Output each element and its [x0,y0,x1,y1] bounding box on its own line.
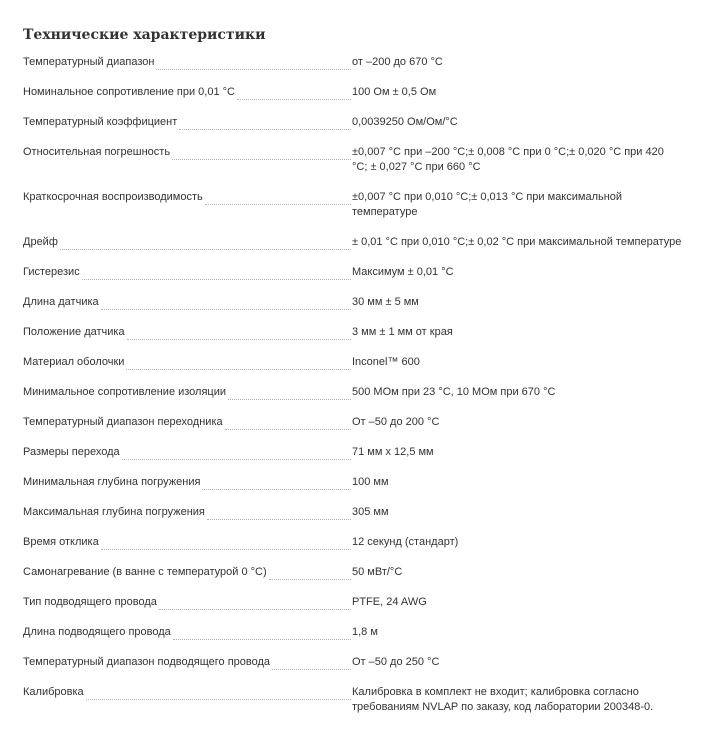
spec-label-cell [23,355,351,370]
spec-label: Время отклика [23,536,99,548]
spec-label-cell [23,685,351,700]
spec-label-cell [23,565,351,580]
spec-value: 12 секунд (стандарт) [352,536,459,548]
spec-row [23,655,682,670]
dot-leader [122,448,351,460]
spec-label: Длина подводящего провода [23,626,171,638]
spec-row [23,595,682,610]
spec-value: От –50 до 200 °C [352,416,440,428]
dot-leader [228,388,351,400]
spec-label-cell [23,505,351,520]
spec-label-cell [23,445,351,460]
spec-value: Inconel™ 600 [352,356,420,368]
dot-leader [272,658,351,670]
spec-row [23,475,682,490]
spec-value: от –200 до 670 °C [352,56,443,68]
dot-leader [205,193,351,205]
spec-value: 1,8 м [352,626,378,638]
spec-label: Дрейф [23,236,58,248]
dot-leader [172,148,351,160]
spec-row [23,355,682,370]
spec-row [23,85,682,100]
spec-label-cell [23,625,351,640]
spec-value: Калибровка в комплект не входит; калибровка согласно требованиям NVLAP по заказу, код лаборатории 200348-0. [352,686,654,713]
spec-label-cell [23,85,351,100]
spec-label-cell [23,55,351,70]
spec-label: Максимальная глубина погружения [23,506,205,518]
dot-leader [207,508,351,520]
spec-row [23,685,682,715]
dot-leader [156,58,351,70]
spec-row [23,415,682,430]
spec-label-cell [23,145,351,160]
spec-value: 0,0039250 Ом/Ом/°C [352,116,458,128]
spec-row [23,535,682,550]
spec-label: Гистерезис [23,266,80,278]
dot-leader [101,538,351,550]
spec-row [23,385,682,400]
spec-label-cell [23,190,351,205]
section-title: Технические характеристики [23,27,266,43]
spec-label: Положение датчика [23,326,125,338]
dot-leader [159,598,351,610]
dot-leader [86,688,351,700]
spec-value: От –50 до 250 °C [352,656,440,668]
spec-label: Калибровка [23,686,84,698]
spec-row [23,115,682,130]
spec-label: Относительная погрешность [23,146,171,158]
spec-label: Материал оболочки [23,356,125,368]
spec-label: Самонагревание (в ванне с температурой 0 °C) [23,566,267,578]
spec-label: Длина датчика [23,296,99,308]
dot-leader [82,268,351,280]
spec-row [23,190,682,220]
spec-row [23,445,682,460]
spec-label-cell [23,595,351,610]
spec-value: 100 Ом ± 0,5 Ом [352,86,437,98]
spec-label: Минимальное сопротивление изоляции [23,386,227,398]
spec-label-cell [23,415,351,430]
spec-label-cell [23,385,351,400]
spec-value: 3 мм ± 1 мм от края [352,326,453,338]
spec-value: 30 мм ± 5 мм [352,296,419,308]
spec-label-cell [23,475,351,490]
spec-value: 71 мм x 12,5 мм [352,446,434,458]
dot-leader [202,478,351,490]
spec-row [23,295,682,310]
dot-leader [237,88,351,100]
spec-label-cell [23,265,351,280]
spec-value: PTFE, 24 AWG [352,596,427,608]
spec-row [23,265,682,280]
dot-leader [60,238,351,250]
spec-row [23,235,682,250]
spec-row [23,625,682,640]
spec-label: Краткосрочная воспроизводимость [23,191,203,203]
spec-label-cell [23,655,351,670]
dot-leader [225,418,351,430]
dot-leader [269,568,351,580]
spec-row [23,325,682,340]
spec-label: Температурный коэффициент [23,116,178,128]
dot-leader [126,358,351,370]
spec-value: 305 мм [352,506,389,518]
spec-row [23,145,682,175]
spec-label-cell [23,325,351,340]
spec-label: Температурный диапазон переходника [23,416,223,428]
spec-list [23,55,703,735]
spec-label: Номинальное сопротивление при 0,01 °C [23,86,235,98]
spec-label: Температурный диапазон [23,56,155,68]
spec-value: Максимум ± 0,01 °C [352,266,454,278]
spec-label: Температурный диапазон подводящего провода [23,656,271,668]
spec-value: 500 МОм при 23 °C, 10 МОм при 670 °C [352,386,556,398]
spec-row [23,505,682,520]
spec-value: ± 0,01 °C при 0,010 °C;± 0,02 °C при максимальной температуре [352,236,682,248]
spec-label: Размеры перехода [23,446,120,458]
dot-leader [179,118,351,130]
dot-leader [127,328,351,340]
spec-value: 100 мм [352,476,389,488]
spec-row [23,565,682,580]
spec-value: ±0,007 °C при –200 °C;± 0,008 °C при 0 °C;± 0,020 °C при 420 °C; ± 0,027 °C при 660 °C [352,146,664,173]
dot-leader [101,298,351,310]
spec-label-cell [23,535,351,550]
spec-label-cell [23,235,351,250]
spec-label-cell [23,295,351,310]
spec-value: 50 мВт/°C [352,566,403,578]
spec-value: ±0,007 °C при 0,010 °C;± 0,013 °C при максимальной температуре [352,191,623,218]
spec-label-cell [23,115,351,130]
spec-row [23,55,682,70]
spec-label: Тип подводящего провода [23,596,157,608]
spec-label: Минимальная глубина погружения [23,476,201,488]
dot-leader [173,628,351,640]
